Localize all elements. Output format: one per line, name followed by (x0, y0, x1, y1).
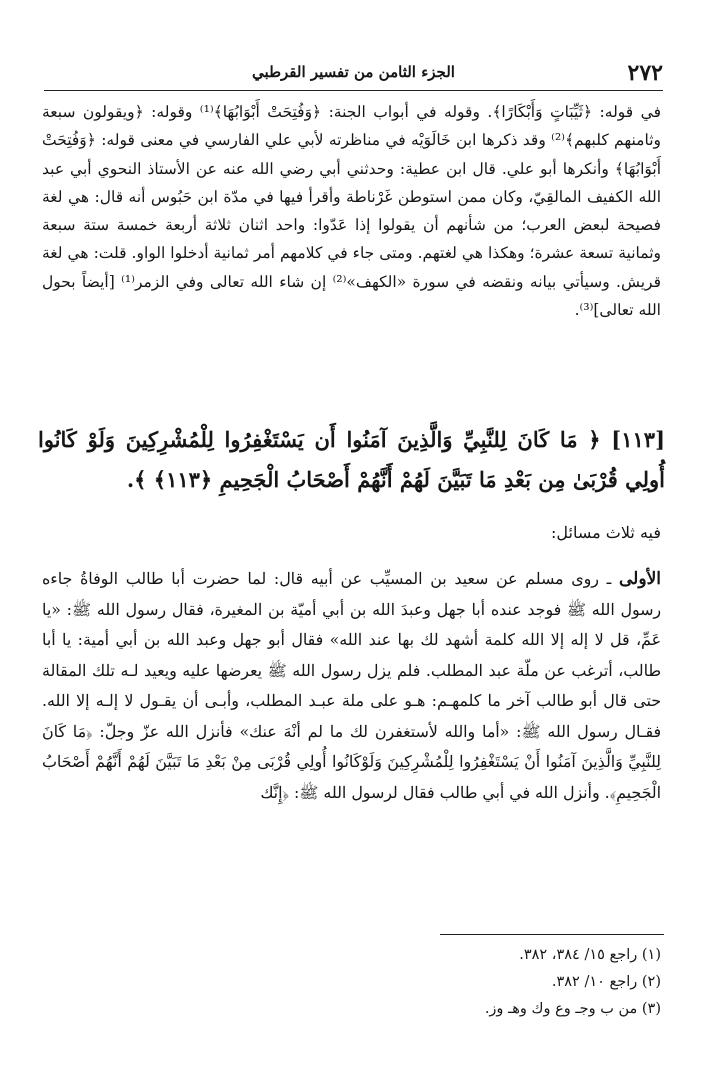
verse-text: ﴿ مَا كَانَ لِلنَّبِيِّ وَالَّذِينَ آمَنُوا أَن يَسْتَغْفِرُوا لِلْمُشْرِكِينَ وَلَوْ كَانُوا أُولِي قُرْبَىٰ مِن بَعْدِ مَا تَبَيَّنَ لَهُمْ أَنَّهُمْ أَصْحَابُ الْجَحِيمِ ﴿١١٣﴾ ﴾. (38, 427, 665, 492)
verse-heading (38, 420, 665, 500)
running-title: الجزء الثامن من تفسير القرطبي (252, 63, 455, 81)
footnote: (٢) راجع ١٠/ ٣٨٢. (551, 974, 661, 990)
footnote: (٣) من ب وجـ وع وك وهـ وز. (484, 1001, 661, 1017)
page-header (44, 56, 663, 91)
issues-intro: فيه ثلاث مسائل: (551, 523, 661, 542)
footnote-divider (440, 934, 664, 935)
verse-number: [١١٣] (611, 427, 665, 452)
intro-paragraph: في قوله: ﴿ثَيِّبَاتٍ وَأَبْكَارًا﴾. وقوله في أبواب الجنة: ﴿وَفُتِحَتْ أَبْوَابُهَا﴾⁽¹⁾ وقوله: ﴿ويقولون سبعة وثامنهم كلبهم﴾⁽²⁾ وقد ذكرها ابن خَالَوَيْه في مناظرته لأبي علي الفارسي في معنى قوله: ﴿وَفُتِحَتْ أَبْوَابُهَا﴾ وأنكرها أبو علي. قال ابن عطية: وحدثني أبي رضي الله عنه عن الأستاذ النحوي أبي عبد الله الكفيف المالقِيّ، وكان ممن استوطن غَرْناطة وأقرأ فيها في مدّة ابن حَبُوس أنه قال: هي لغة فصيحة لبعض العرب؛ من شأنهم أن يقولوا إذا عَدّوا: واحد اثنان ثلاثة أربعة خمسة ستة سبعة وثمانية تسعة عشرة؛ وهكذا هي لغتهم. ومتى جاء في كلامهم أمر ثمانية أدخلوا الواو. قلت: هي لغة قريش. وسيأتي بيانه ونقضه في سورة «الكهف»⁽²⁾ إن شاء الله تعالى وفي الزمر⁽¹⁾ [أيضاً بحول الله تعالى]⁽³⁾. (42, 103, 661, 320)
first-issue-lead: الأولى (619, 569, 661, 589)
first-issue-text: ـ روى مسلم عن سعيد بن المسيِّب عن أبيه قال: لما حضرت أبا طالب الوفاةُ جاءه رسول الله ﷺ فوجد عنده أبا جهل وعبدَ الله بن أبي أميّة بن المغيرة، فقال رسول الله ﷺ: «يا عَمِّ، قل لا إله إلا الله كلمة أشهد لك بها عند الله» فقال أبو جهل وعبد الله بن أبي أمية: يا أبا طالب، أترغب عن ملّة عبد المطلب. فلم يزل رسول الله ﷺ يعرضها عليه ويعيد لـه تلك المقالة حتى قال أبو طالب آخر ما كلمهـم: هـو على ملة عبـد المطلب، وأبـى أن يقـول لا إلـه إلا الله. فقـال رسول الله ﷺ: «أما والله لأستغفرن لك ما لم أنْهَ عنك» فأنزل الله عزّ وجلّ: ﴿مَا كَانَ لِلنَّبِيِّ وَالَّذِينَ آمَنُوا أَنْ يَسْتَغْفِرُوا لِلْمُشْرِكِينَ وَلَوْكَانُوا أُولِي قُرْبَى مِنْ بَعْدِ مَا تَبَيَّنَ لَهُمْ أَنَّهُمْ أَصْحَابُ الْجَحِيمِ﴾. وأنزل الله في أبي طالب فقال لرسول الله ﷺ: ﴿إِنَّك (42, 569, 661, 802)
footnote: (١) راجع ١٥/ ٣٨٤، ٣٨٢. (519, 947, 661, 963)
footnotes (485, 942, 661, 1023)
first-issue-paragraph (42, 564, 661, 808)
page-number: ٢٧٢ (627, 60, 663, 86)
